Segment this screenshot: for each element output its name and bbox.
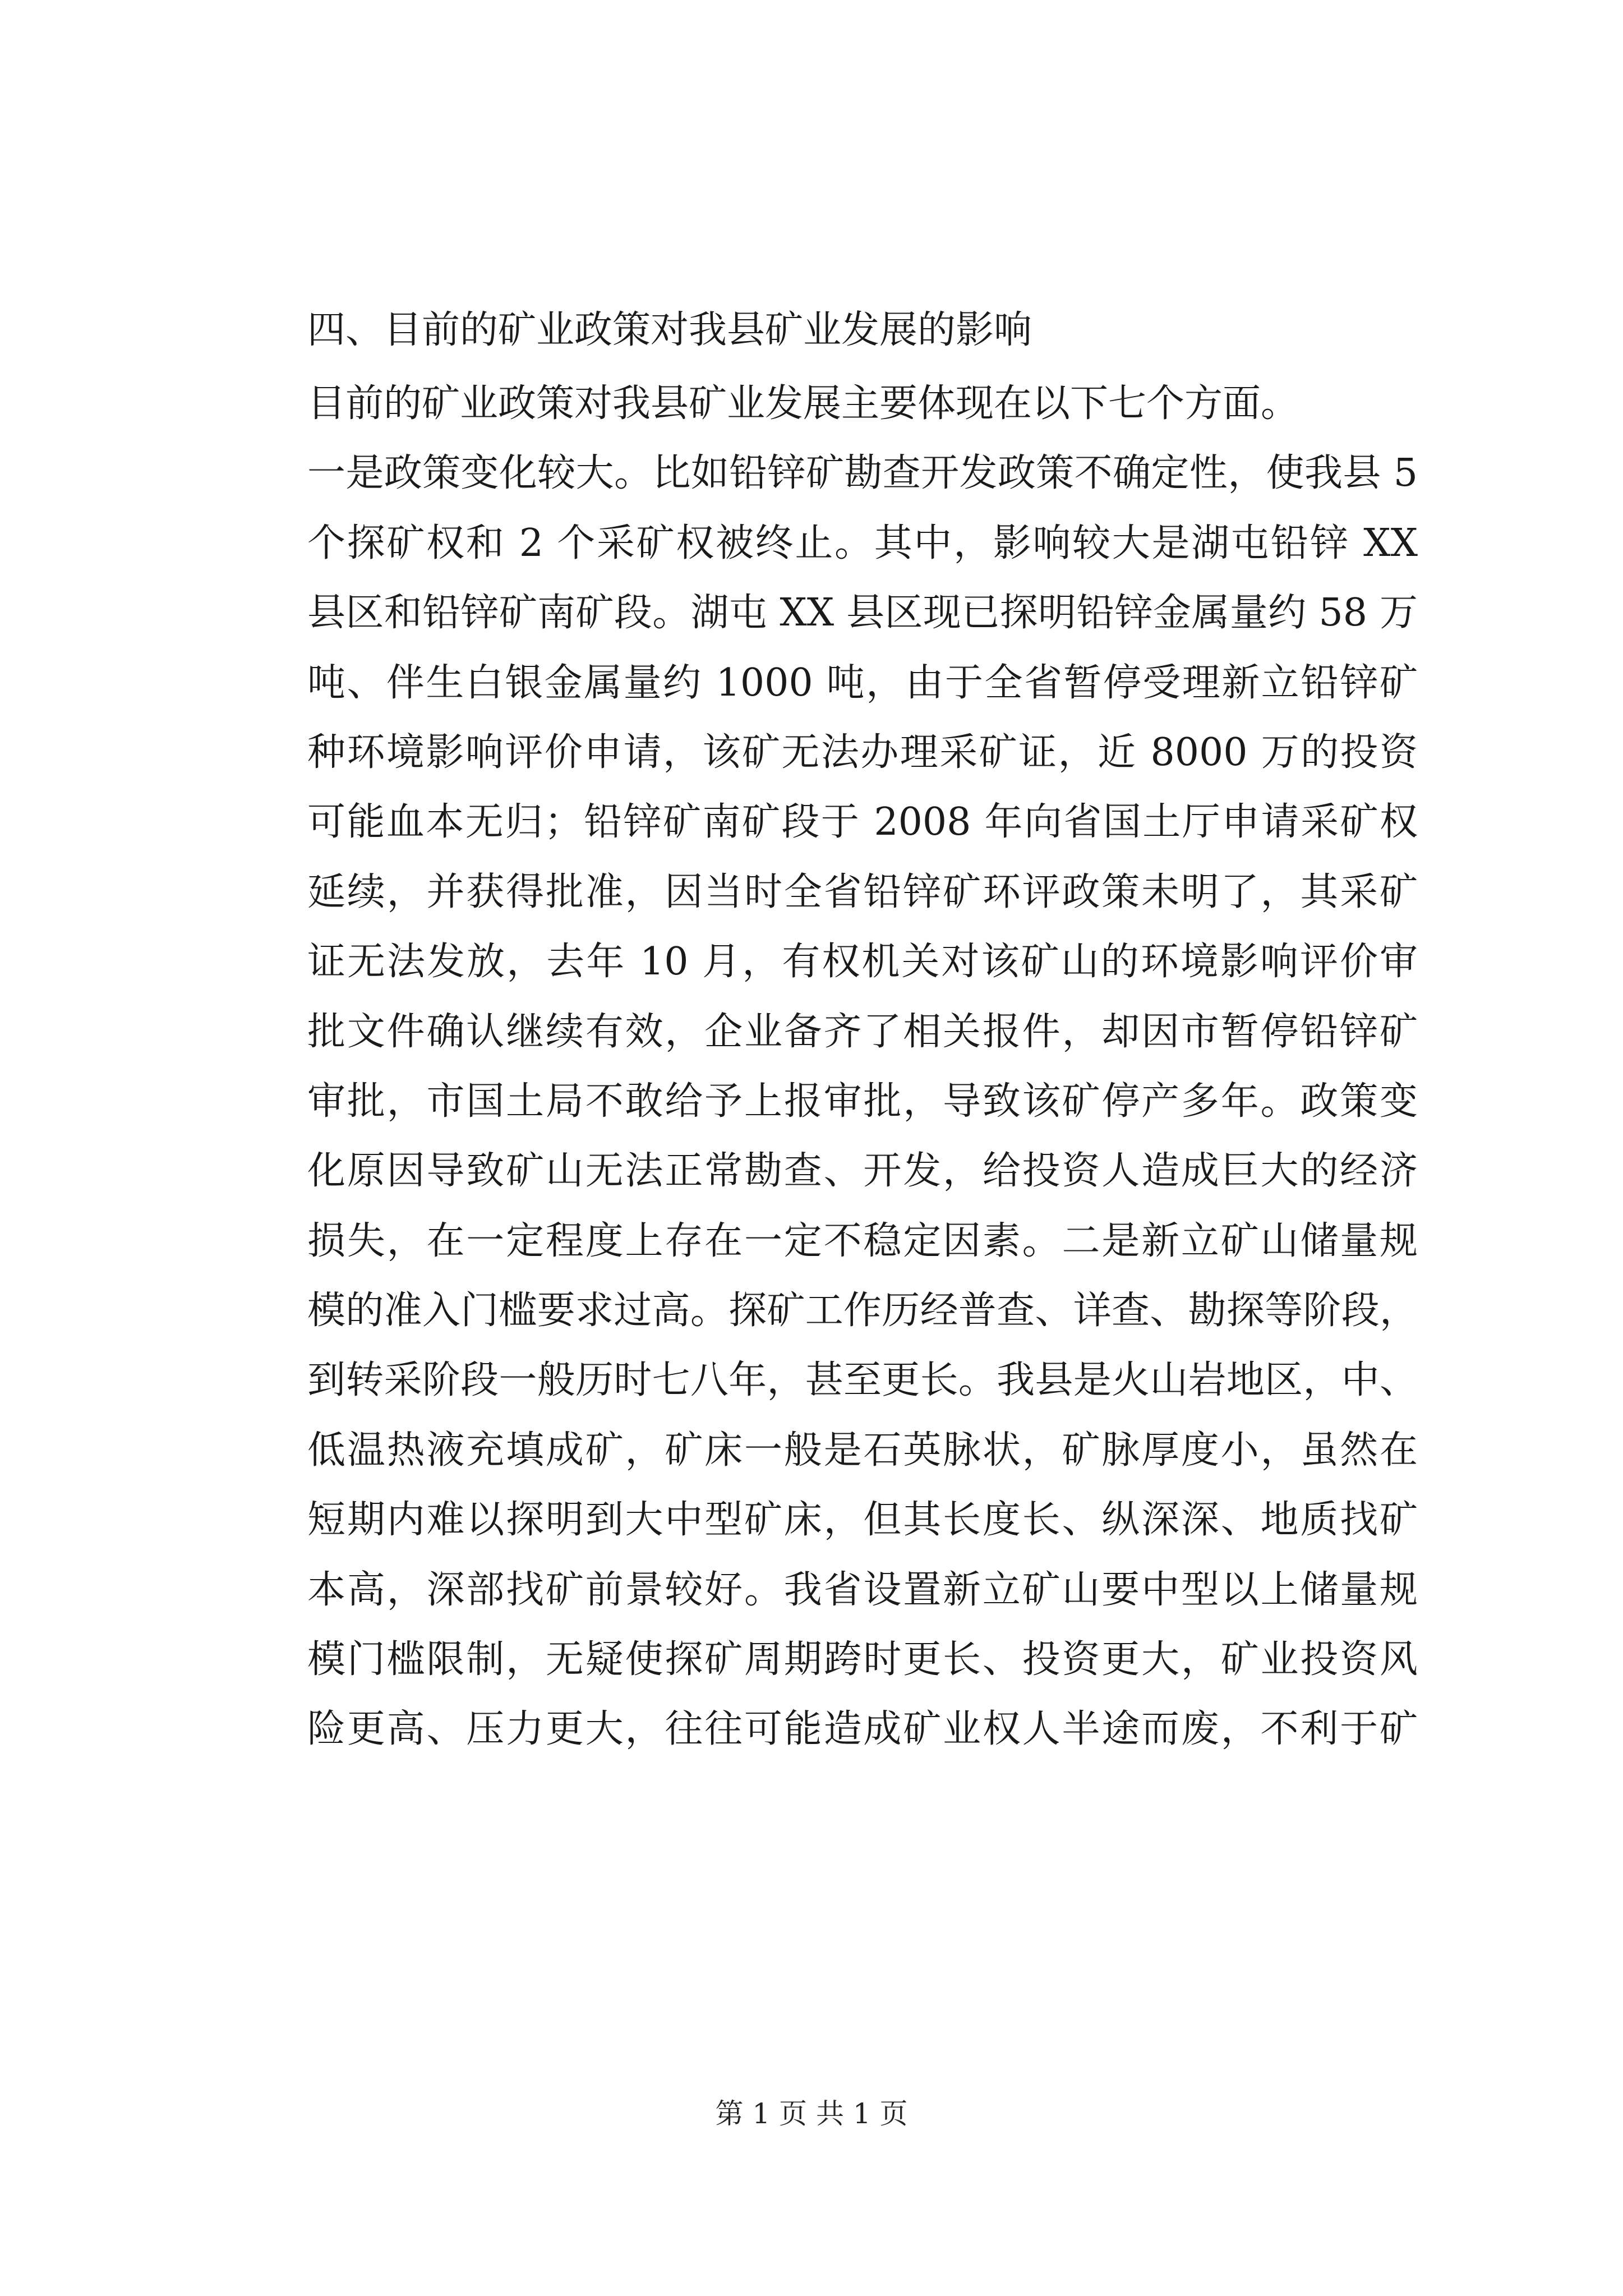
paragraph-line: 低温热液充填成矿，矿床一般是石英脉状，矿脉厚度小，虽然在 bbox=[307, 1428, 1418, 1473]
paragraph-line: 批文件确认继续有效，企业备齐了相关报件，却因市暂停铅锌矿 bbox=[307, 1009, 1418, 1054]
paragraph-line: 模门槛限制，无疑使探矿周期跨时更长、投资更大，矿业投资风 bbox=[307, 1637, 1418, 1682]
document-body bbox=[307, 292, 1418, 1765]
paragraph-line: 损失，在一定程度上存在一定不稳定因素。二是新立矿山储量规 bbox=[307, 1218, 1418, 1263]
paragraph-line: 目前的矿业政策对我县矿业发展主要体现在以下七个方面。 bbox=[307, 381, 1299, 426]
paragraph-line: 县区和铅锌矿南矿段。湖屯 XX 县区现已探明铅锌金属量约 58 万 bbox=[307, 591, 1418, 636]
paragraph-line: 延续，并获得批准，因当时全省铅锌矿环评政策未明了，其采矿 bbox=[307, 869, 1418, 914]
paragraph-line: 模的准入门槛要求过高。探矿工作历经普查、详查、勘探等阶段， bbox=[307, 1289, 1418, 1333]
paragraph-line: 一是政策变化较大。比如铅锌矿勘查开发政策不确定性，使我县 5 bbox=[307, 451, 1418, 496]
paragraph-line: 险更高、压力更大，往往可能造成矿业权人半途而废，不利于矿 bbox=[307, 1707, 1418, 1752]
paragraph-line: 个探矿权和 2 个采矿权被终止。其中，影响较大是湖屯铅锌 XX bbox=[307, 521, 1418, 565]
paragraph-line: 吨、伴生白银金属量约 1000 吨，由于全省暂停受理新立铅锌矿 bbox=[307, 660, 1418, 705]
paragraph-line: 短期内难以探明到大中型矿床，但其长度长、纵深深、地质找矿 bbox=[307, 1498, 1418, 1543]
page-footer: 第 1 页 共 1 页 bbox=[715, 2097, 908, 2130]
paragraph-lines bbox=[307, 369, 1418, 1765]
paragraph-line: 种环境影响评价申请，该矿无法办理采矿证，近 8000 万的投资 bbox=[307, 730, 1418, 775]
paragraph-line: 审批，市国土局不敢给予上报审批，导致该矿停产多年。政策变 bbox=[307, 1079, 1418, 1124]
paragraph-line: 到转采阶段一般历时七八年，甚至更长。我县是火山岩地区，中、 bbox=[307, 1358, 1418, 1403]
paragraph-line: 可能血本无归；铅锌矿南矿段于 2008 年向省国土厅申请采矿权 bbox=[307, 800, 1418, 845]
paragraph-line: 证无法发放，去年 10 月，有权机关对该矿山的环境影响评价审 bbox=[307, 940, 1418, 984]
paragraph-line: 本高，深部找矿前景较好。我省设置新立矿山要中型以上储量规 bbox=[307, 1567, 1418, 1612]
paragraph-line: 化原因导致矿山无法正常勘查、开发，给投资人造成巨大的经济 bbox=[307, 1149, 1418, 1194]
section-heading: 四、目前的矿业政策对我县矿业发展的影响 bbox=[307, 308, 1032, 352]
